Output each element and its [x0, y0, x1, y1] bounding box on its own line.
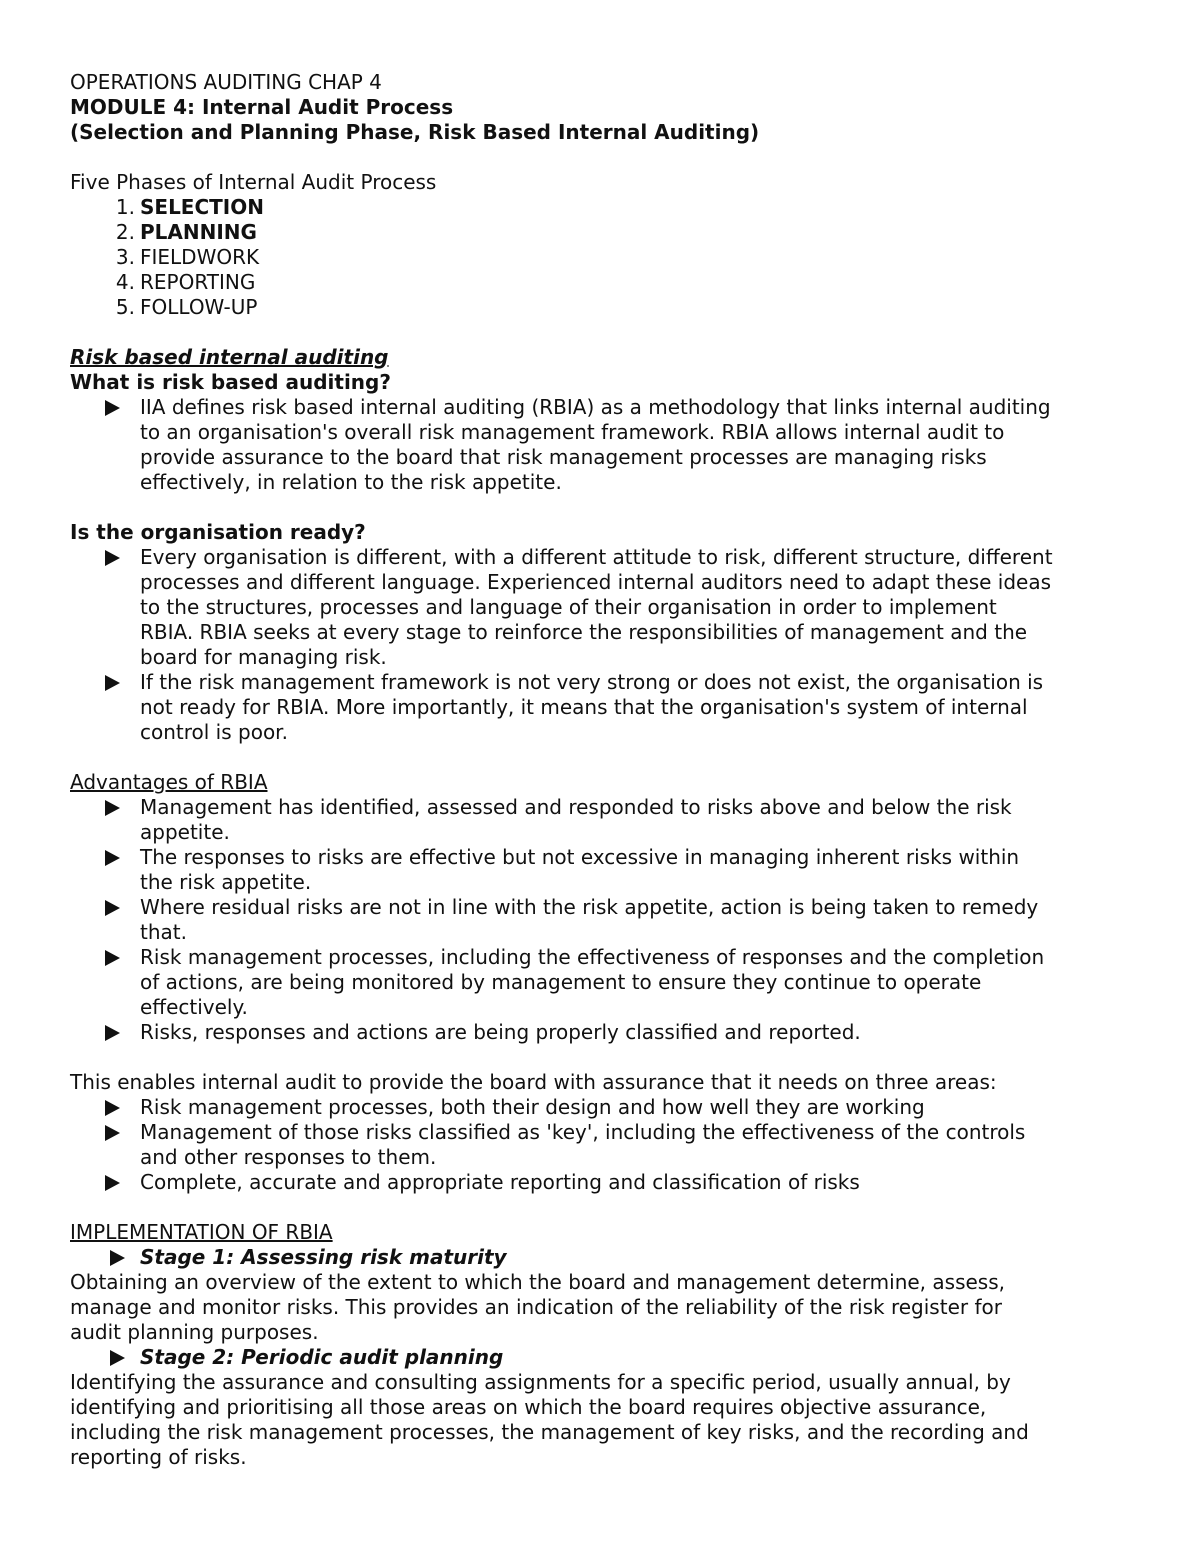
text-line: identifying and prioritising all those areas on which the board requires objective assurance, — [70, 1395, 987, 1419]
text-line: IIA defines risk based internal auditing (RBIA) as a methodology that links internal auditing — [140, 395, 1051, 419]
arrow-bullet-icon — [105, 800, 120, 816]
stage-1 — [70, 1245, 1130, 1270]
stage-title: Stage 2: Periodic audit planning — [140, 1345, 504, 1369]
text-line: not ready for RBIA. More importantly, it means that the organisation's system of internal — [140, 695, 1028, 719]
text-line: effectively, in relation to the risk appetite. — [140, 470, 562, 494]
text-line: including the risk management processes, the management of key risks, and the recording and — [70, 1420, 1029, 1444]
list-item — [70, 1020, 1130, 1045]
arrow-bullet-icon — [105, 400, 120, 416]
list-item — [70, 1120, 1130, 1170]
stage-title: Stage 1: Assessing risk maturity — [140, 1245, 507, 1269]
list-number: 4. — [115, 270, 135, 294]
text-line: to the structures, processes and language of their organisation in order to implement — [140, 595, 997, 619]
arrow-bullet-icon — [110, 1250, 125, 1266]
text-line: reporting of risks. — [70, 1445, 247, 1469]
list-number: 5. — [115, 295, 135, 319]
phase-label: PLANNING — [140, 220, 257, 244]
rbia-bullets — [70, 395, 1130, 495]
text-line: Risk management processes, including the effectiveness of responses and the completion — [140, 945, 1045, 969]
text-line: The responses to risks are effective but not excessive in managing inherent risks within — [140, 845, 1020, 869]
list-item — [70, 195, 1130, 220]
implementation-heading: IMPLEMENTATION OF RBIA — [70, 1220, 333, 1244]
text-line: appetite. — [140, 820, 230, 844]
text-line: Risk management processes, both their design and how well they are working — [140, 1095, 925, 1119]
doc-title: OPERATIONS AUDITING CHAP 4 — [70, 70, 382, 94]
list-item — [70, 1345, 1130, 1370]
list-item — [70, 895, 1130, 945]
text-line: effectively. — [140, 995, 248, 1019]
list-number: 1. — [115, 195, 135, 219]
text-line: Risks, responses and actions are being properly classified and reported. — [140, 1020, 861, 1044]
arrow-bullet-icon — [105, 1175, 120, 1191]
text-line: the risk appetite. — [140, 870, 312, 894]
phase-label: SELECTION — [140, 195, 264, 219]
arrow-bullet-icon — [110, 1350, 125, 1366]
list-item — [70, 295, 1130, 320]
text-line: audit planning purposes. — [70, 1320, 319, 1344]
module-subtitle: (Selection and Planning Phase, Risk Based Internal Auditing) — [70, 120, 760, 144]
rbia-question: What is risk based auditing? — [70, 370, 391, 394]
text-line: Management has identified, assessed and responded to risks above and below the risk — [140, 795, 1012, 819]
list-item — [70, 545, 1130, 670]
list-item — [70, 270, 1130, 295]
ready-bullets — [70, 545, 1130, 745]
text-line: of actions, are being monitored by management to ensure they continue to operate — [140, 970, 982, 994]
phase-label: FIELDWORK — [140, 245, 260, 269]
text-line: processes and different language. Experienced internal auditors need to adapt these ideas — [140, 570, 1052, 594]
phases-intro: Five Phases of Internal Audit Process — [70, 170, 437, 194]
list-number: 2. — [115, 220, 135, 244]
text-line: that. — [140, 920, 187, 944]
text-line: board for managing risk. — [140, 645, 387, 669]
ready-heading: Is the organisation ready? — [70, 520, 366, 544]
arrow-bullet-icon — [105, 900, 120, 916]
arrow-bullet-icon — [105, 850, 120, 866]
list-item — [70, 395, 1130, 495]
text-line: Where residual risks are not in line with the risk appetite, action is being taken to remedy — [140, 895, 1039, 919]
text-line: Every organisation is different, with a different attitude to risk, different structure, different — [140, 545, 1053, 569]
rbia-heading: Risk based internal auditing — [70, 345, 389, 369]
advantages-heading: Advantages of RBIA — [70, 770, 268, 794]
text-line: manage and monitor risks. This provides an indication of the reliability of the risk register for — [70, 1295, 1002, 1319]
assurance-intro: This enables internal audit to provide the board with assurance that it needs on three areas: — [70, 1070, 997, 1094]
list-item — [70, 795, 1130, 845]
text-line: provide assurance to the board that risk management processes are managing risks — [140, 445, 987, 469]
text-line: Obtaining an overview of the extent to which the board and management determine, assess, — [70, 1270, 1005, 1294]
phase-label: REPORTING — [140, 270, 256, 294]
document-page — [70, 70, 1130, 1470]
text-line: Management of those risks classified as 'key', including the effectiveness of the controls — [140, 1120, 1026, 1144]
list-item — [70, 245, 1130, 270]
arrow-bullet-icon — [105, 675, 120, 691]
text-line: If the risk management framework is not very strong or does not exist, the organisation is — [140, 670, 1044, 694]
arrow-bullet-icon — [105, 1100, 120, 1116]
list-item — [70, 1095, 1130, 1120]
list-item — [70, 945, 1130, 1020]
phase-label: FOLLOW-UP — [140, 295, 258, 319]
list-item — [70, 1170, 1130, 1195]
assurance-bullets — [70, 1095, 1130, 1195]
list-number: 3. — [115, 245, 135, 269]
list-item — [70, 1245, 1130, 1270]
arrow-bullet-icon — [105, 1025, 120, 1041]
text-line: Identifying the assurance and consulting assignments for a specific period, usually annual, by — [70, 1370, 1011, 1394]
list-item — [70, 845, 1130, 895]
phases-list — [70, 195, 1130, 320]
text-line: control is poor. — [140, 720, 288, 744]
text-line: Complete, accurate and appropriate reporting and classification of risks — [140, 1170, 860, 1194]
module-title: MODULE 4: Internal Audit Process — [70, 95, 454, 119]
text-line: RBIA. RBIA seeks at every stage to reinforce the responsibilities of management and the — [140, 620, 1028, 644]
stage-2 — [70, 1345, 1130, 1370]
arrow-bullet-icon — [105, 550, 120, 566]
advantages-bullets — [70, 795, 1130, 1045]
text-line: to an organisation's overall risk management framework. RBIA allows internal audit to — [140, 420, 1005, 444]
list-item — [70, 670, 1130, 745]
arrow-bullet-icon — [105, 950, 120, 966]
text-line: and other responses to them. — [140, 1145, 437, 1169]
arrow-bullet-icon — [105, 1125, 120, 1141]
list-item — [70, 220, 1130, 245]
